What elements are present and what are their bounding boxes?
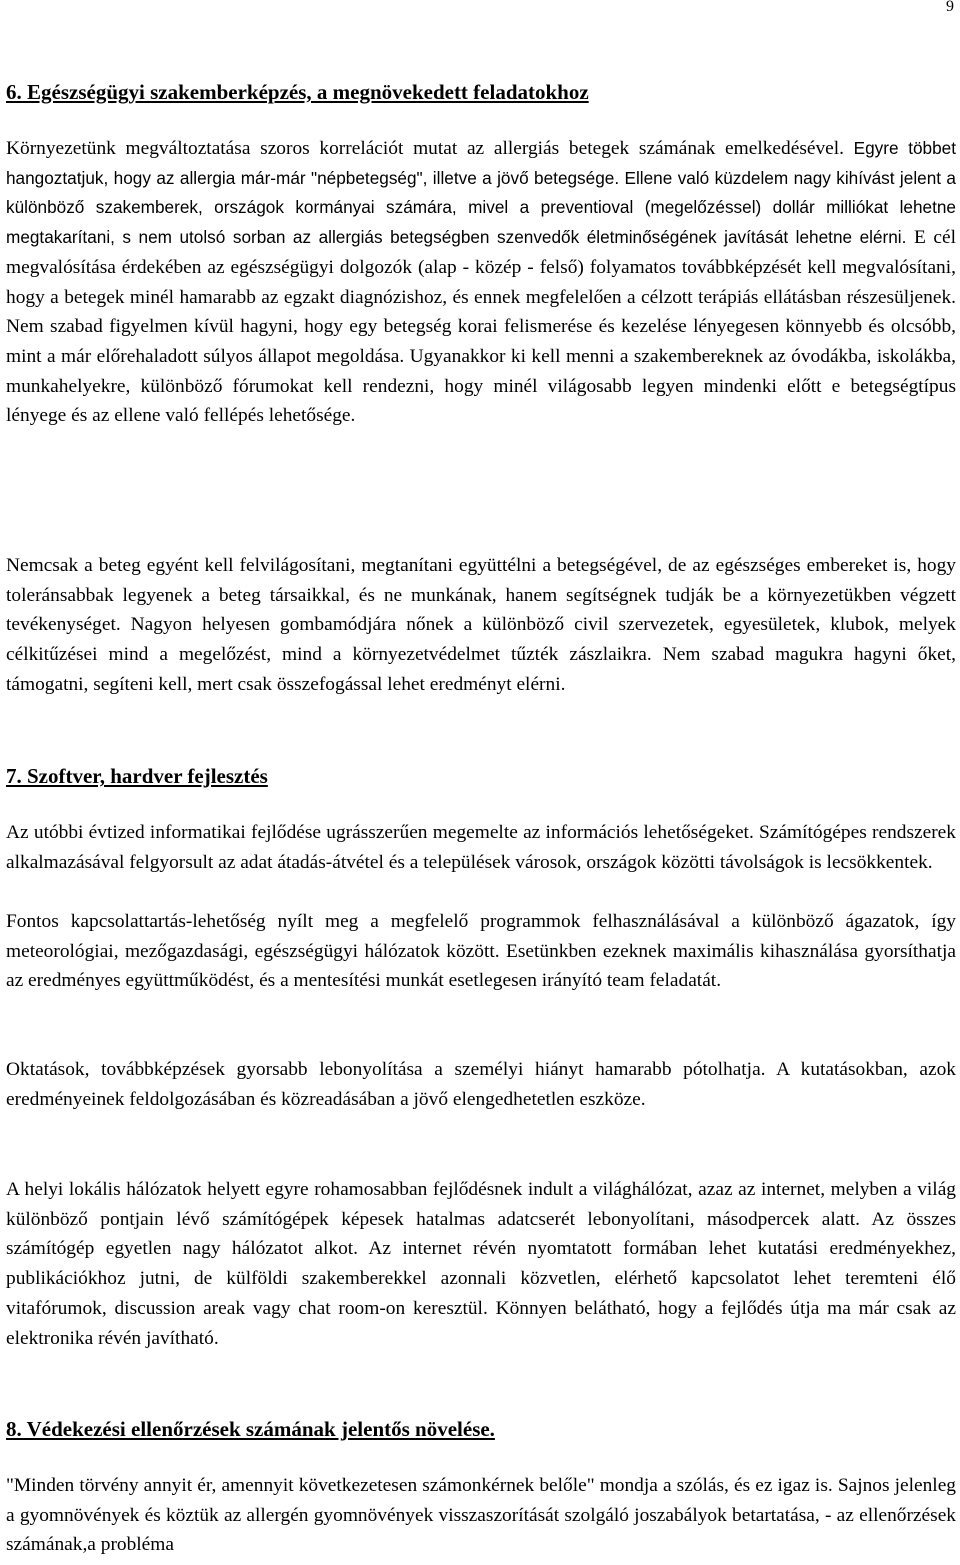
section-6-paragraph-1-part-c: E cél megvalósítása érdekében az egészségügyi dolgozók (alap - közép - felső) folyamatos továbbképzését kell megvalósítani, hogy a betegek minél hamarabb az egzakt diagnózishoz, és ennek megfelelően a célzott terápiás ellátásban részesüljenek. <box>6 227 957 308</box>
section-7-paragraph-2: Fontos kapcsolattartás-lehetőség nyílt meg a megfelelő programmok felhasználásával a különböző ágazatok, így meteorológiai, mezőgazdasági, egészségügyi hálózatok között. Esetünkben ezeknek maximális kihasználása gyorsíthatja az eredményes együttműködést, és a mentesítési munkát esetlegesen irányító team feladatát. <box>6 911 956 992</box>
section-7-heading: 7. Szoftver, hardver fejlesztés <box>6 764 268 788</box>
page-number: 9 <box>946 0 954 15</box>
section-7-paragraph-3: Oktatások, továbbképzések gyorsabb lebonyolítása a személyi hiányt hamarabb pótolhatja. A kutatásokban, azok eredményeinek feldolgozásában és közreadásában a jövő elengedhetetlen eszköze. <box>6 1059 956 1110</box>
section-6-heading: 6. Egészségügyi szakemberképzés, a megnövekedett feladatokhoz <box>6 80 589 104</box>
section-6-paragraph-1 <box>6 134 956 431</box>
section-7-paragraph-4: A helyi lokális hálózatok helyett egyre rohamosabban fejlődésnek indult a világhálózat, azaz az internet, melyben a világ különböző pontjain lévő számítógépek képesek hatalmas adatcserét lebonyolítani, másodpercek alatt. Az összes számítógép egyetlen nagy hálózatot alkot. Az internet révén nyomtatott formában lehet kutatási eredményekhez, publikációkhoz jutni, de külföldi szakemberekkel azonnali közvetlen, elérhető kapcsolatot lehet teremteni élő vitafórumok, discussion areak vagy chat room-on keresztül. Könnyen belátható, hogy a fejlődés útja ma már csak az elektronika révén javítható. <box>6 1179 956 1349</box>
section-6-paragraph-1-part-b: Egyre többet hangoztatjuk, hogy az allergia már-már "népbetegség", illetve a jövő betegsége. Ellene való küzdelem nagy kihívást jelent a különböző szakemberek, országok kormányai számára, mivel a preventioval (megelőzéssel) dollár milliókat lehetne megtakarítani, s nem utolsó sorban az allergiás betegségben szenvedők életminőségének javítását lehetne elérni. <box>6 138 956 248</box>
section-6-paragraph-1-part-d: Nem szabad figyelmen kívül hagyni, hogy egy betegség korai felismerése és kezelése lényegesen könnyebb és olcsóbb, mint a már előrehaladott súlyos állapot megoldása. Ugyanakkor ki kell menni a szakembereknek az óvodákba, iskolákba, munkahelyekre, különböző fórumokat kell rendezni, hogy minél világosabb legyen mindenki előtt e betegségtípus lényege és az ellene való fellépés lehetősége. <box>6 316 956 427</box>
section-7-paragraph-1: Az utóbbi évtized informatikai fejlődése ugrásszerűen megemelte az információs lehetőségeket. Számítógépes rendszerek alkalmazásával felgyorsult az adat átadás-átvétel és a települések városok, országok közötti távolságok is lecsökkentek. <box>6 822 956 873</box>
section-6-paragraph-2: Nemcsak a beteg egyént kell felvilágosítani, megtanítani együttélni a betegségével, de az egészséges embereket is, hogy toleránsabbak legyenek a beteg társaikkal, és ne munkának, hanem segítségnek tudják be a környezetükben végzett tevékenységet. Nagyon helyesen gombamódjára nőnek a különböző civil szervezetek, egyesületek, klubok, melyek célkitűzései mind a megelőzést, mind a környezetvédelmet tűzték zászlaikra. Nem szabad magukra hagyni őket, támogatni, segíteni kell, mert csak összefogással lehet eredményt elérni. <box>6 555 956 695</box>
section-8-heading: 8. Védekezési ellenőrzések számának jelentős növelése. <box>6 1417 495 1441</box>
section-8-paragraph-1: "Minden törvény annyit ér, amennyit következetesen számonkérnek belőle" mondja a szólás, és ez igaz is. Sajnos jelenleg a gyomnövények és köztük az allergén gyomnövények visszaszorítását szolgáló joszabályok betartatása, - az ellenőrzések számának,a probléma <box>6 1475 956 1556</box>
section-6-paragraph-1-part-a: Környezetünk megváltoztatása szoros korrelációt mutat az allergiás betegek számának emelkedésével. <box>6 138 845 159</box>
